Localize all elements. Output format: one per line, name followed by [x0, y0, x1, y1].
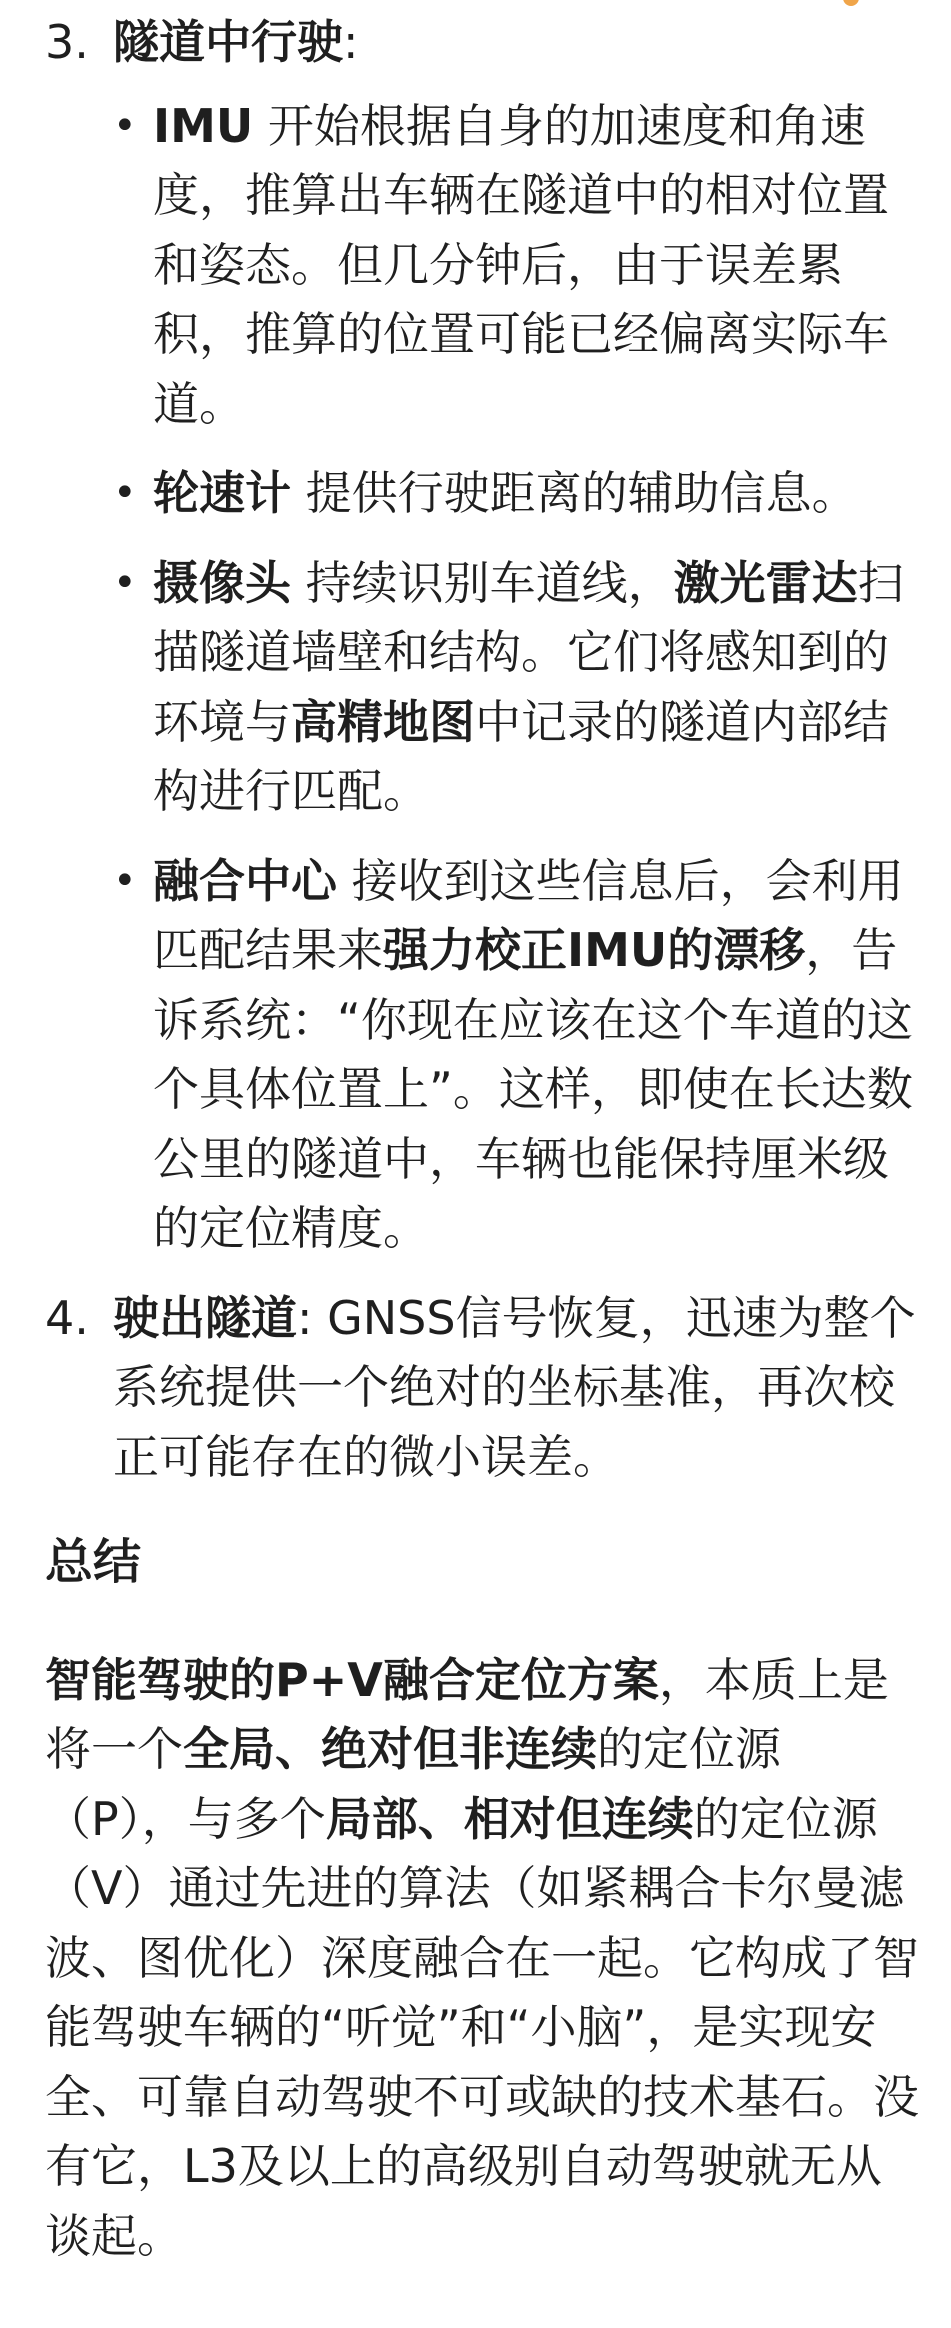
- bold-term: 轮速计: [153, 466, 291, 520]
- bold-term: 全局、绝对但非连续: [183, 1722, 597, 1776]
- body-text: 接收到这些信息后，会利用匹配结果来: [153, 853, 904, 977]
- summary-paragraph: [0, 1646, 951, 2272]
- list-item: [113, 847, 916, 1264]
- bullet-icon: •: [113, 102, 137, 149]
- step-title: 驶出隧道: [113, 1290, 297, 1345]
- bullet-icon: •: [113, 470, 137, 516]
- step-title: 隧道中行驶: [113, 15, 343, 69]
- body-text: 扫描隧道墙壁和结构。它们将感知到的环境与: [153, 555, 904, 749]
- bold-term: 局部、相对但连续: [325, 1791, 694, 1846]
- step-text: : GNSS信号恢复，迅速为整个系统提供一个绝对的坐标基准，再次校正可能存在的微小误差。: [113, 1290, 916, 1484]
- step-tunnel-exit: [0, 1284, 951, 1493]
- step-number: 3.: [45, 15, 89, 69]
- body-text: 持续识别车道线，: [291, 555, 674, 610]
- step-tunnel-driving: [0, 8, 951, 1264]
- body-text: 提供行驶距离的辅助信息。: [291, 466, 858, 520]
- bold-term: 融合中心: [153, 853, 337, 908]
- list-item: [113, 92, 916, 440]
- body-text: 的定位源（V）通过先进的算法（如紧耦合卡尔曼滤波、图优化）深度融合在一起。它构成了智能驾驶车辆的“听觉”和“小脑”，是实现安全、可靠自动驾驶不可或缺的技术基石。没有它，L3及以上的高级别自动驾驶就无从谈起。: [45, 1791, 919, 2263]
- bold-term: 强力校正IMU的漂移: [383, 923, 806, 977]
- bold-term: 高精地图: [291, 694, 475, 749]
- step-colon: :: [343, 15, 359, 69]
- body-text: 的定位源（P），与多个: [45, 1722, 781, 1846]
- body-text: ，本质上是将一个: [45, 1652, 889, 1776]
- tunnel-bullet-list: [113, 92, 916, 1264]
- step-number: 4.: [45, 1290, 89, 1345]
- section-heading-summary: 总结: [45, 1534, 142, 1590]
- bold-term: 摄像头: [153, 555, 291, 610]
- bullet-icon: •: [113, 857, 137, 904]
- body-text: 开始根据自身的加速度和角速度，推算出车辆在隧道中的相对位置和姿态。但几分钟后，由于误差累积，推算的位置可能已经偏离实际车道。: [153, 98, 889, 431]
- body-text: ，告诉系统：“你现在应该在这个车道的这个具体位置上”。这样，即使在长达数公里的隧道中，车辆也能保持厘米级的定位精度。: [153, 923, 913, 1255]
- list-item: [113, 549, 916, 827]
- list-item: [113, 459, 916, 529]
- bold-term: IMU: [153, 98, 254, 153]
- bullet-icon: •: [113, 559, 137, 606]
- scroll-indicator-dot: [843, 0, 859, 6]
- bold-term: 激光雷达: [673, 555, 858, 610]
- body-text: 中记录的隧道内部结构进行匹配。: [153, 694, 889, 818]
- article-content: [0, 8, 951, 2271]
- bold-term: 智能驾驶的P+V融合定位方案: [45, 1652, 659, 1707]
